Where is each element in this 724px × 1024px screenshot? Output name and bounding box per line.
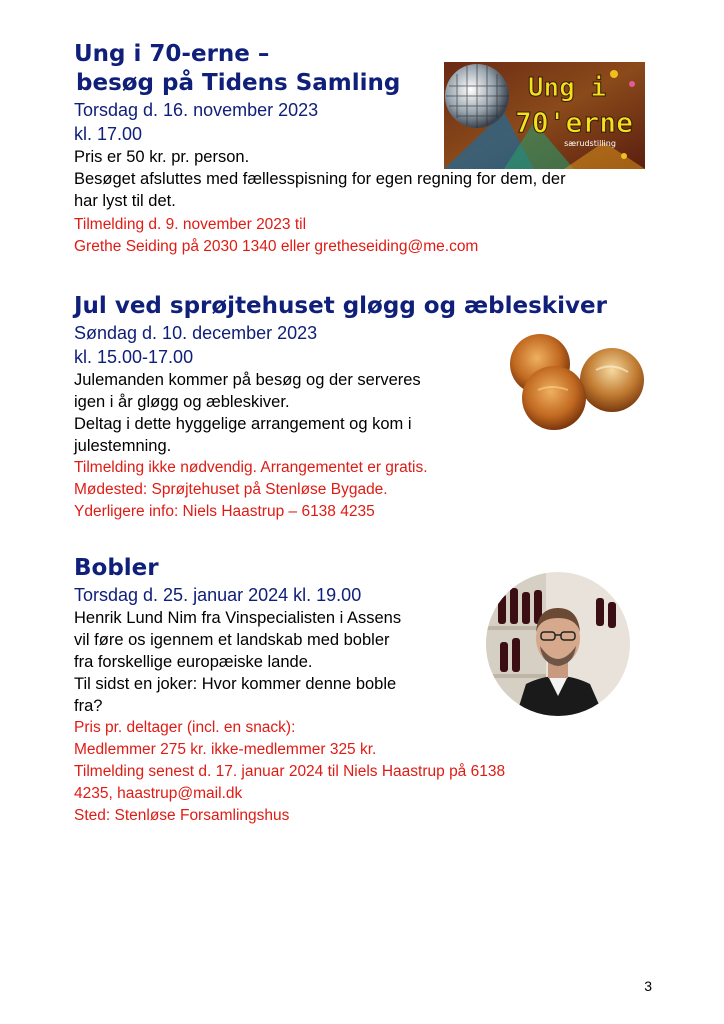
event-body-line: Pris er 50 kr. pr. person. — [74, 148, 250, 166]
event-body-line: har lyst til det. — [74, 192, 176, 210]
event-date: Søndag d. 10. december 2023 — [74, 323, 318, 343]
event-signup-line: Tilmelding ikke nødvendig. Arrangementet er gratis. — [74, 459, 428, 476]
event-date: Torsdag d. 16. november 2023 — [74, 100, 319, 120]
event-body-line: fra forskellige europæiske lande. — [74, 653, 313, 671]
event-body-line: Besøget afsluttes med fællesspisning for egen regning for dem, der — [74, 170, 566, 188]
event-signup-line: 4235, haastrup@mail.dk — [74, 785, 243, 802]
event-body-line: Til sidst en joker: Hvor kommer denne boble — [74, 675, 397, 693]
event-title-line: Ung i 70-erne – — [74, 41, 270, 67]
event-signup-line: Mødested: Sprøjtehuset på Stenløse Bygade. — [74, 481, 388, 498]
poster-title-line: 70'erne — [514, 106, 634, 139]
event-time: kl. 15.00-17.00 — [74, 347, 194, 367]
aebleskiver-image — [500, 330, 650, 434]
poster-title-line: Ung i — [527, 73, 607, 103]
event-body-line: Deltag i dette hyggelige arrangement og kom i — [74, 415, 412, 433]
event-signup-line: Yderligere info: Niels Haastrup – 6138 4235 — [74, 503, 375, 520]
event-body-line: julestemning. — [74, 437, 172, 455]
event-signup-line: Pris pr. deltager (incl. en snack): — [74, 719, 296, 736]
event-body-line: Julemanden kommer på besøg og der serveres — [74, 371, 421, 389]
event-signup-line: Tilmelding d. 9. november 2023 til — [74, 216, 307, 233]
event-date: Torsdag d. 25. januar 2024 kl. 19.00 — [74, 585, 362, 605]
page-number: 3 — [644, 978, 652, 994]
event-body-line: igen i år gløgg og æbleskiver. — [74, 393, 290, 411]
event-bobler — [74, 554, 505, 827]
event-signup-line: Medlemmer 275 kr. ikke-medlemmer 325 kr. — [74, 741, 377, 758]
poster-subtitle: særudstilling — [564, 139, 616, 148]
speaker-portrait-photo — [486, 572, 630, 716]
event-signup-line: Sted: Stenløse Forsamlingshus — [74, 807, 290, 824]
event-title-line: Jul ved sprøjtehuset gløgg og æbleskiver — [74, 293, 607, 319]
ung-i-70erne-poster-image — [444, 62, 645, 169]
event-body-line: vil føre os igennem et landskab med bobler — [74, 631, 390, 649]
event-signup-line: Tilmelding senest d. 17. januar 2024 til Niels Haastrup på 6138 — [74, 763, 506, 780]
event-body-line: fra? — [74, 697, 103, 715]
event-signup-line: Grethe Seiding på 2030 1340 eller gretheseiding@me.com — [74, 238, 479, 255]
event-body-line: Henrik Lund Nim fra Vinspecialisten i Assens — [74, 609, 402, 627]
event-time: kl. 17.00 — [74, 124, 143, 144]
event-title-line: besøg på Tidens Samling — [76, 70, 401, 96]
event-title-line: Bobler — [74, 555, 159, 581]
